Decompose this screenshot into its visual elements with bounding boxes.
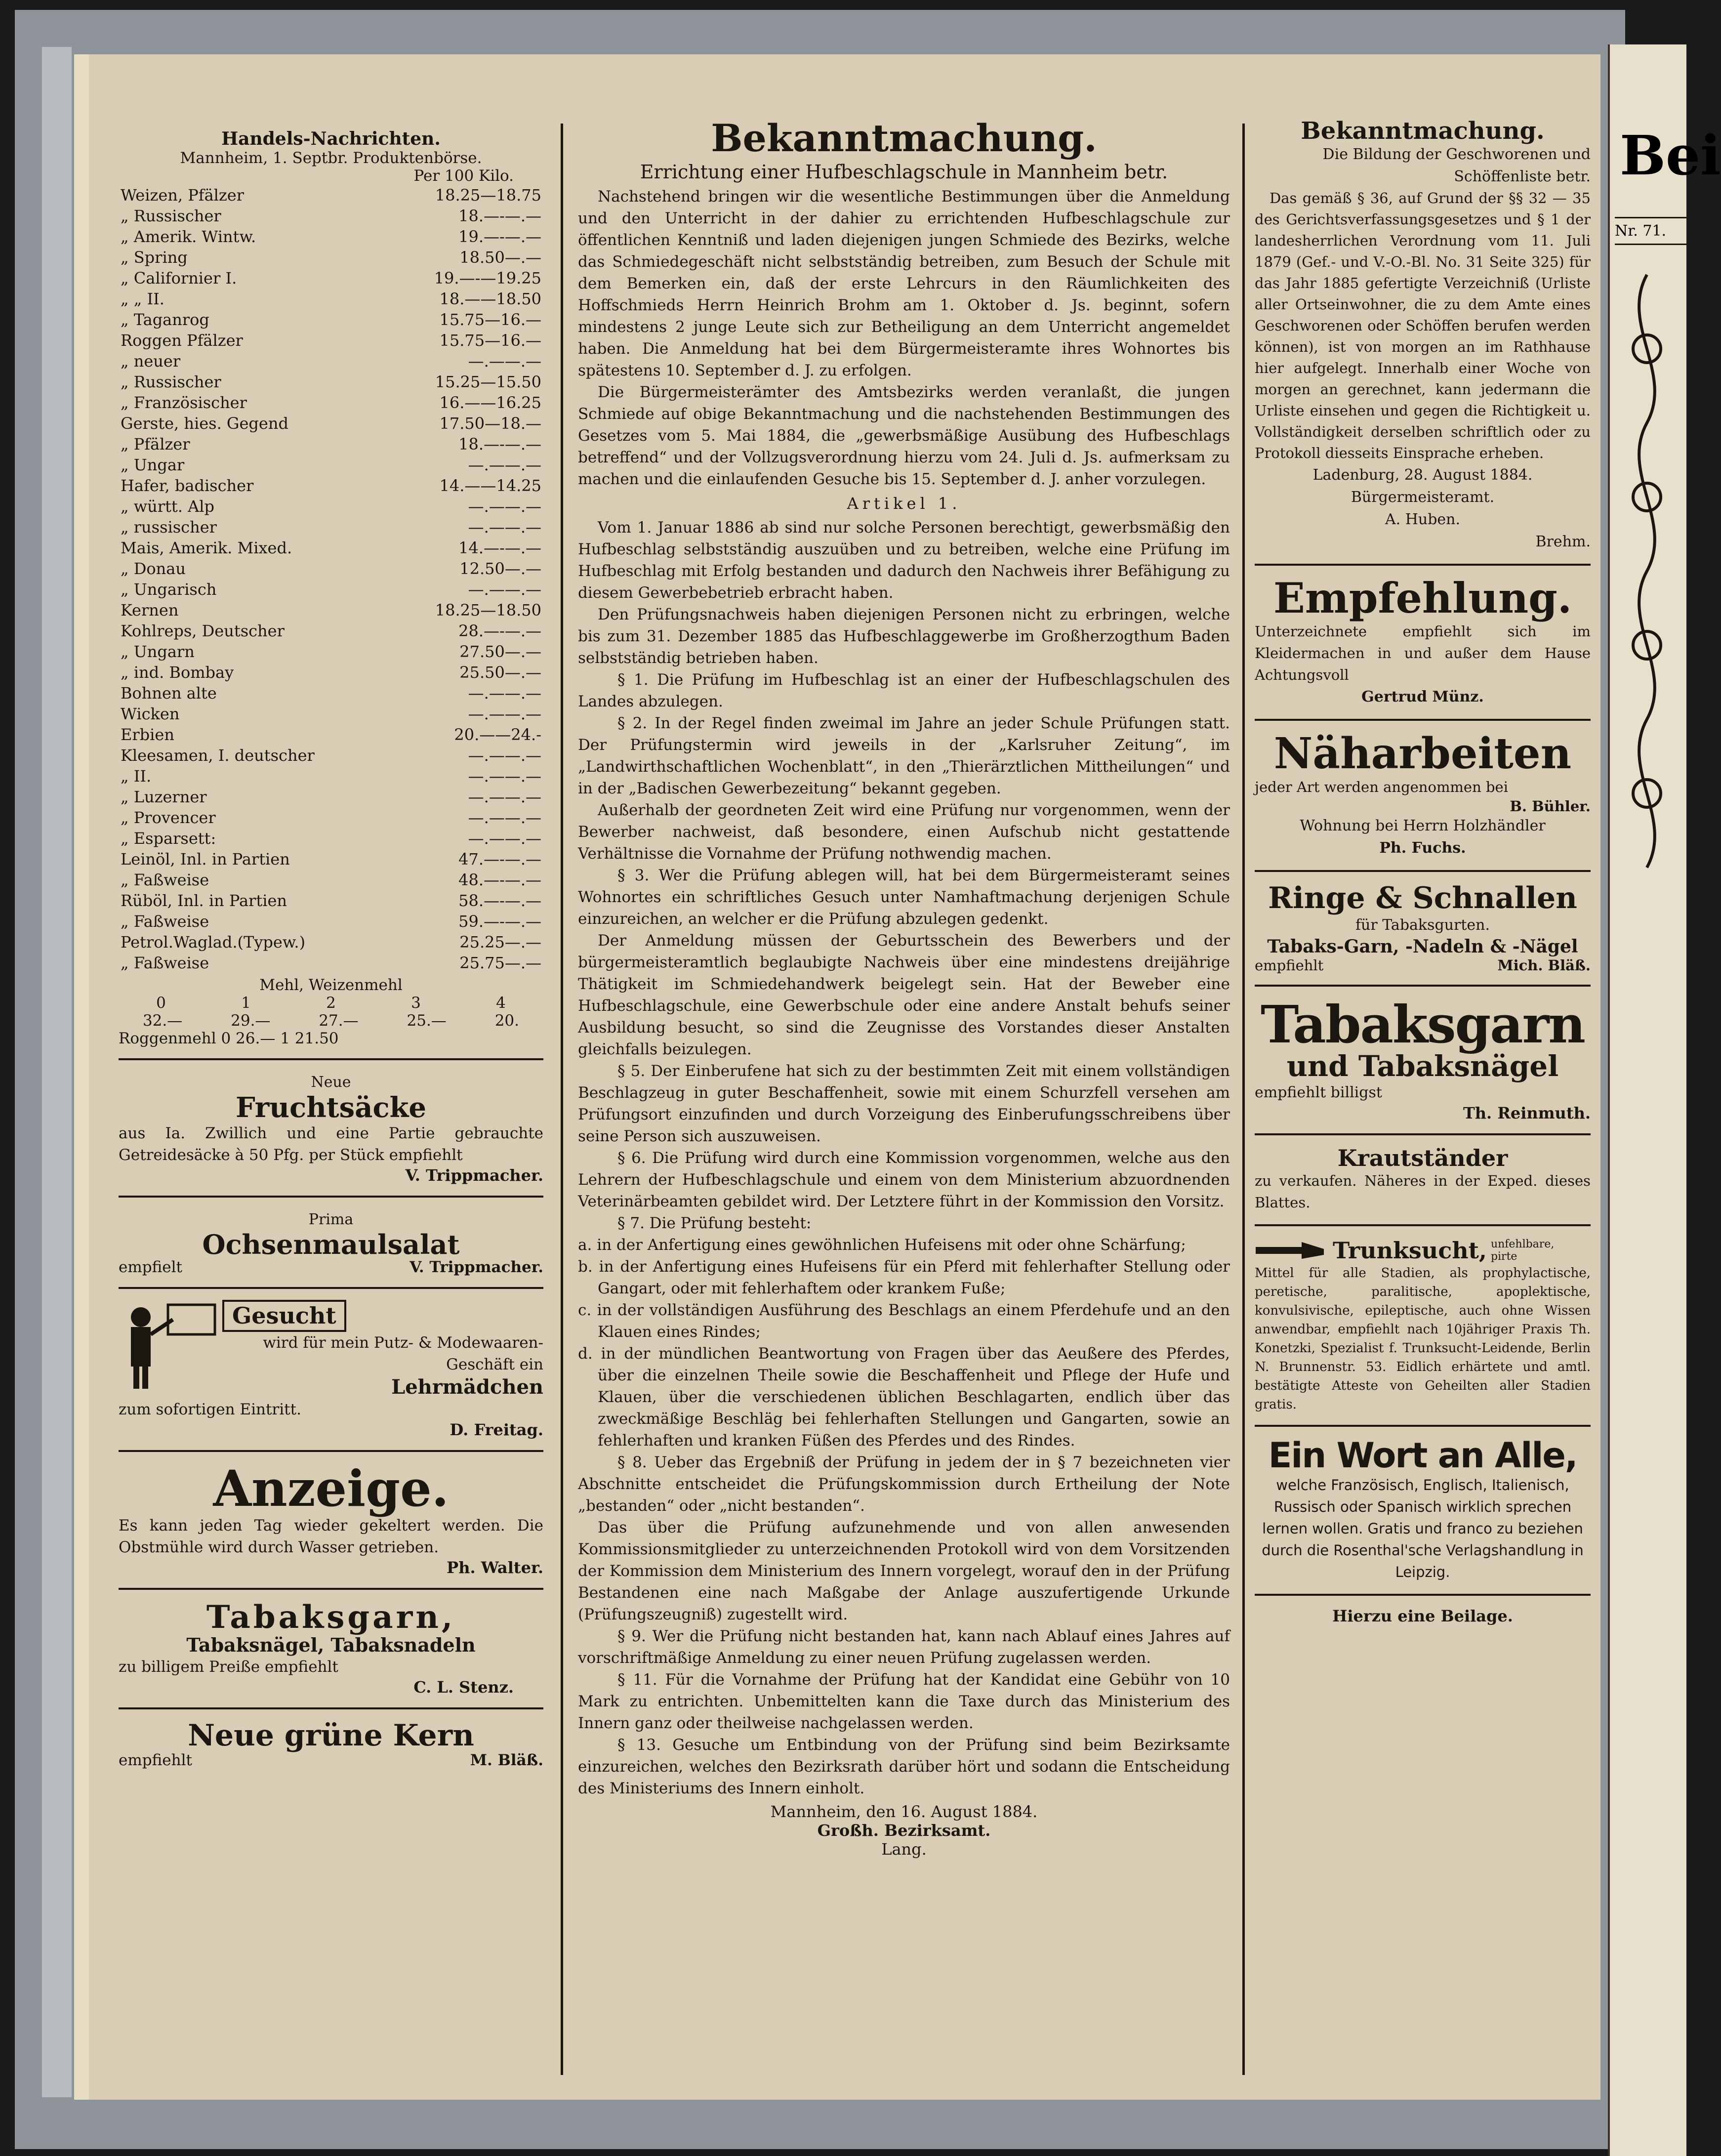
commodity-name: „ Californier I. xyxy=(121,269,237,288)
ad-kern-footer xyxy=(119,1751,543,1769)
commodity-price: 18.—-—.— xyxy=(458,207,541,225)
commodity-price: 18.50—.— xyxy=(459,248,541,267)
divider xyxy=(1255,985,1591,987)
ad-gesucht-sign: Gesucht xyxy=(222,1300,346,1331)
price-row xyxy=(119,330,543,351)
commodity-name: Hafer, badischer xyxy=(121,476,254,495)
price-row xyxy=(119,309,543,330)
commodity-name: „ Taganrog xyxy=(121,310,209,329)
ad-ochsen-left: empfielt xyxy=(119,1258,182,1277)
notice-article: Artikel 1. xyxy=(847,494,961,513)
jury-office: Bürgermeisteramt. xyxy=(1351,489,1495,506)
notice-p16: § 11. Für die Vornahme der Prüfung hat der Kandidat eine Gebühr von 10 Mark zu entrichten. Unbemittelten kann die Taxe durch das Ministerium des Innern ganz oder theilweise nachgelassen werden. xyxy=(578,1670,1230,1732)
ad-ochsen-sig: V. Trippmacher. xyxy=(410,1258,543,1277)
divider xyxy=(119,1287,543,1289)
binder-strip xyxy=(42,47,72,2097)
ad-ochsen-footer xyxy=(119,1258,543,1276)
commodity-price: —.——.— xyxy=(468,352,541,371)
ad-empfehlung-title: Empfehlung. xyxy=(1273,574,1572,623)
notice-p12: § 7. Die Prüfung besteht: xyxy=(617,1214,812,1232)
price-row xyxy=(119,704,543,724)
ad-naeharbeiten-text: jeder Art werden angenommen bei xyxy=(1255,778,1508,795)
notice-p15: § 9. Wer die Prüfung nicht bestanden hat, kann nach Ablauf eines Jahres auf vorschriftmäßige Anmeldung zu einer neuen Prüfung zugelassen werden. xyxy=(578,1627,1230,1667)
divider xyxy=(119,1588,543,1590)
divider xyxy=(1255,1133,1591,1135)
commodity-name: „ Luzerner xyxy=(121,788,207,806)
market-subheading: Mannheim, 1. Septbr. Produktenbörse. xyxy=(180,149,482,167)
price-row xyxy=(119,455,543,475)
price-row xyxy=(119,268,543,289)
commodity-price: —.——.— xyxy=(468,518,541,537)
commodity-price: 17.50—18.— xyxy=(439,414,541,433)
market-heading: Handels-Nachrichten. xyxy=(221,128,441,149)
ad-trunksucht-head xyxy=(1255,1237,1591,1264)
price-row xyxy=(119,206,543,226)
commodity-name: „ neuer xyxy=(121,352,181,371)
ad-wort-text: welche Französisch, Englisch, Italienisch, Russisch oder Spanisch wirklich sprechen lernen wollen. Gratis und franco zu beziehen durch die Rosenthal'sche Verlagshandlung in Leipzig. xyxy=(1262,1476,1584,1580)
commodity-price: 25.25—.— xyxy=(459,933,541,952)
ad-gesucht xyxy=(119,1300,543,1398)
commodity-price: 15.25—15.50 xyxy=(435,373,541,391)
commodity-price: 14.—-—.— xyxy=(458,539,541,557)
price-row xyxy=(119,787,543,807)
commodity-price: 15.75—16.— xyxy=(439,331,541,350)
notice-p13: § 8. Ueber das Ergebniß der Prüfung in jedem der in § 7 bezeichneten vier Abschnitte entscheidet die Prüfungskommission durch Ertheilung der Note „bestanden“ oder „nicht bestanden“. xyxy=(578,1453,1230,1515)
price-row xyxy=(119,807,543,828)
mehl-val: 29.— xyxy=(231,1012,271,1030)
notice-date: Mannheim, den 16. August 1884. xyxy=(770,1802,1038,1821)
notice-p2: Die Bürgermeisterämter des Amtsbezirks werden veranlaßt, die jungen Schmiede auf obige Bekanntmachung und die nachstehenden Bestimmungen des Gesetzes vom 5. Mai 1884, die „gewerbsmäßige Ausübung des Hufbeschlags betreffend“ und der Vollzugsverordnung hierzu vom 24. Juli d. Js. aufmerksam zu machen und die einlaufenden Gesuche bis 15. September d. J. anher vorzulegen. xyxy=(578,383,1230,488)
commodity-price: 58.—-—.— xyxy=(458,891,541,910)
mehl-val: 25.— xyxy=(407,1012,447,1030)
ornament-border-icon xyxy=(1610,265,1684,907)
price-row xyxy=(119,641,543,662)
left-column xyxy=(119,128,543,2080)
commodity-price: —.——.— xyxy=(468,497,541,516)
commodity-price: —.——.— xyxy=(468,808,541,827)
commodity-price: 27.50—.— xyxy=(459,642,541,661)
notice-title: Bekanntmachung. xyxy=(711,116,1097,160)
ad-fruchtsaecke-pre: Neue xyxy=(311,1074,351,1091)
notice-office: Großh. Bezirksamt. xyxy=(817,1821,991,1840)
divider xyxy=(1255,1425,1591,1427)
notice-p14: Das über die Prüfung aufzunehmende und von allen anwesenden Kommissionsmitglieder zu unterzeichnenden Protokoll wird von dem Vorsitzenden der Kommission dem Ministerium des Innern vorgelegt, worauf den in der Prüfung Bestandenen eine nach Maßgabe der Anlage auszufertigende Urkunde (Prüfungszeugniß) zugestellt wird. xyxy=(578,1518,1230,1623)
commodity-name: Kleesamen, I. deutscher xyxy=(121,746,315,765)
commodity-name: „ Ungar xyxy=(121,456,185,474)
notice-p4: Den Prüfungsnachweis haben diejenigen Personen nicht zu erbringen, welche bis zum 31. Dezember 1885 das Hufbeschlaggewerbe im Großherzogthum Baden selbstständig betrieben haben. xyxy=(578,605,1230,667)
commodity-price: —.——.— xyxy=(468,456,541,474)
price-row xyxy=(119,517,543,538)
divider xyxy=(1255,564,1591,566)
commodity-price: —.——.— xyxy=(468,746,541,765)
commodity-name: Mais, Amerik. Mixed. xyxy=(121,539,292,557)
ad-anzeige-title: Anzeige. xyxy=(213,1459,449,1518)
ad-tabaksgarn2-sub: und Tabaksnägel xyxy=(1286,1049,1559,1083)
mehl-num: 4 xyxy=(496,994,506,1012)
mehl-val: 27.— xyxy=(319,1012,359,1030)
commodity-name: „ württ. Alp xyxy=(121,497,214,516)
column-rule-left xyxy=(561,124,563,2075)
ad-naeharbeiten-sig2: Ph. Fuchs. xyxy=(1379,839,1466,857)
commodity-price: 16.——16.25 xyxy=(439,393,541,412)
ad-empfehlung-sig: Gertrud Münz. xyxy=(1361,688,1484,705)
ad-wort-title: Ein Wort an Alle, xyxy=(1268,1435,1577,1476)
ad-gesucht-text1: wird für mein Putz- & Modewaaren-Geschäft ein xyxy=(263,1333,543,1373)
mehl-val: 32.— xyxy=(142,1012,183,1030)
commodity-name: Rüböl, Inl. in Partien xyxy=(121,891,287,910)
commodity-name: Kernen xyxy=(121,601,179,620)
commodity-name: „ Esparsett: xyxy=(121,829,216,848)
commodity-name: Kohlreps, Deutscher xyxy=(121,622,285,640)
commodity-price: —.——.— xyxy=(468,684,541,703)
price-row xyxy=(119,683,543,704)
ad-naeharbeiten-sig: B. Bühler. xyxy=(1510,797,1591,815)
price-row xyxy=(119,621,543,641)
ad-ringe-sub: für Tabaksgurten. xyxy=(1355,916,1490,934)
commodity-name: „ russischer xyxy=(121,518,217,537)
commodity-price: 19.—-—.— xyxy=(458,227,541,246)
ad-tabaksgarn2-sig: Th. Reinmuth. xyxy=(1463,1103,1591,1122)
price-row xyxy=(119,434,543,455)
commodity-price: —.——.— xyxy=(468,788,541,806)
commodity-price: —.——.— xyxy=(468,580,541,599)
divider xyxy=(119,1196,543,1198)
commodity-name: „ Provencer xyxy=(121,808,216,827)
price-row xyxy=(119,475,543,496)
ad-ringe-sub2: Tabaks-Garn, -Nadeln & -Nägel xyxy=(1267,936,1578,957)
notice-p7: Außerhalb der geordneten Zeit wird eine Prüfung nur vorgenommen, wenn der Bewerber nachweist, daß besondere, einen Aufschub nicht gestattende Verhältnisse die Vornahme der Prüfung nothwendig machen. xyxy=(578,801,1230,863)
notice-name: Lang. xyxy=(881,1839,927,1859)
divider xyxy=(1255,1224,1591,1226)
commodity-name: „ Amerik. Wintw. xyxy=(121,227,256,246)
commodity-price: 48.—-—.— xyxy=(458,871,541,889)
commodity-name: „ Spring xyxy=(121,248,188,267)
commodity-name: „ Russischer xyxy=(121,207,221,225)
mehl-num: 0 xyxy=(156,994,166,1012)
jury-sig2: Brehm. xyxy=(1535,533,1591,551)
price-row xyxy=(119,185,543,206)
price-row xyxy=(119,911,543,932)
mehl-heading: Mehl, Weizenmehl xyxy=(259,976,403,994)
notice-subtitle: Errichtung einer Hufbeschlagschule in Mannheim betr. xyxy=(640,161,1168,183)
ad-ringe-footer xyxy=(1255,957,1591,974)
column-rule-right xyxy=(1242,124,1245,2075)
market-unit: Per 100 Kilo. xyxy=(413,167,514,185)
notice-item-b: b. in der Anfertigung eines Hufeisens für ein Pferd mit fehlerhafter Stellung oder Gangart, oder mit fehlerhaftem oder krankem Fuße; xyxy=(578,1257,1230,1297)
ad-trunksucht-title: Trunksucht, xyxy=(1333,1237,1487,1264)
price-row xyxy=(119,600,543,621)
notice-p17: § 13. Gesuche um Entbindung von der Prüfung sind beim Bezirksamte einzureichen, welches den Bezirksrath darüber hört und sodann die Entscheidung des Ministeriums des Innern einholt. xyxy=(578,1736,1230,1797)
ad-kraut-title: Krautständer xyxy=(1337,1144,1508,1171)
notice-p3: Vom 1. Januar 1886 ab sind nur solche Personen berechtigt, gewerbsmäßig den Hufbeschlag selbstständig auszuüben und zu betreiben, welche eine Prüfung im Hufbeschlag mit Erfolg bestanden und dadurch den Nachweis ihrer Befähigung zu diesem Gewerbebetrieb erbracht haben. xyxy=(578,518,1230,602)
jury-name: A. Huben. xyxy=(1385,511,1461,529)
divider xyxy=(1255,719,1591,721)
commodity-price: —.——.— xyxy=(468,767,541,786)
commodity-price: —.——.— xyxy=(468,829,541,848)
commodity-price: 18.25—18.75 xyxy=(435,186,541,205)
price-row xyxy=(119,828,543,849)
ad-kern-sig: M. Bläß. xyxy=(470,1751,543,1769)
commodity-price: 25.50—.— xyxy=(459,663,541,682)
notice-item-a: a. in der Anfertigung eines gewöhnlichen Hufeisens mit oder ohne Schärfung; xyxy=(578,1236,1186,1254)
price-row xyxy=(119,953,543,973)
commodity-price: 25.75—.— xyxy=(459,954,541,972)
mehl-num: 2 xyxy=(326,994,336,1012)
ad-kern-title: Neue grüne Kern xyxy=(188,1718,474,1753)
notice-p6: § 2. In der Regel finden zweimal im Jahre an jeder Schule Prüfungen statt. Der Prüfungstermin wird jeweils in der „Karlsruher Zeitung“, im „Landwirthschaftlichen Wochenblatt“, in den „Thierärztlichen Mittheilungen“ und in der „Badischen Gewerbezeitung“ bekannt gegeben. xyxy=(578,714,1230,797)
ad-tabaksgarn-title: Tabaksgarn, xyxy=(206,1598,456,1636)
roggenmehl-line: Roggenmehl 0 26.— 1 21.50 xyxy=(119,1030,339,1047)
ad-fruchtsaecke-title: Fruchtsäcke xyxy=(235,1091,426,1124)
commodity-price: 47.—-—.— xyxy=(458,850,541,869)
gesucht-figure-icon xyxy=(119,1300,217,1394)
ad-tabaksgarn-text: zu billigem Preiße empfiehlt xyxy=(119,1658,338,1676)
price-row xyxy=(119,558,543,579)
price-row xyxy=(119,247,543,268)
newspaper-page xyxy=(89,54,1600,2100)
notice-p10: § 5. Der Einberufene hat sich zu der bestimmten Zeit mit einem vollständigen Beschlagzeug in guter Beschaffenheit, sowie mit einem Schurzfell versehen am Prüfungsort einzufinden und durch Vorzeigung des Einberufungsschreibens über seine Person sich auszuweisen. xyxy=(578,1062,1230,1145)
ad-gesucht-sig: D. Freitag. xyxy=(450,1420,543,1439)
mehl-values xyxy=(119,1012,543,1030)
jury-text: Das gemäß § 36, auf Grund der §§ 32 — 35 des Gerichtsverfassungsgesetzes und § 1 der landesherrlichen Verordnung vom 11. Juli 1879 (Gef.- und V.-O.-Bl. No. 31 Seite 325) für das Jahr 1885 gefertigte Verzeichniß (Urliste aller Ortseinwohner, die zu dem Amte eines Geschworenen oder Schöffen berufen werden können), ist von morgen an im Rathhause hier aufgelegt. Innerhalb einer Woche von morgen an gerechnet, kann jedermann die Urliste einsehen und gegen die Richtigkeit u. Vollständigkeit derselben schriftlich oder zu Protokoll diesseits Einsprache erheben. xyxy=(1255,190,1591,462)
ad-anzeige-text: Es kann jeden Tag wieder gekeltert werden. Die Obstmühle wird durch Wasser getrieben. xyxy=(119,1516,543,1556)
commodity-price: 18.——18.50 xyxy=(439,290,541,308)
footer-beilage: Hierzu eine Beilage. xyxy=(1332,1606,1513,1625)
price-row xyxy=(119,890,543,911)
ad-trunksucht-side: unfehlbare, pirte xyxy=(1490,1238,1555,1263)
ad-ringe-title: Ringe & Schnallen xyxy=(1268,880,1577,915)
divider xyxy=(119,1450,543,1452)
ad-tabaksgarn2-title: Tabaksgarn xyxy=(1260,994,1585,1055)
price-row xyxy=(119,662,543,683)
commodity-name: Petrol.Waglad.(Typew.) xyxy=(121,933,306,952)
commodity-name: „ Ungarisch xyxy=(121,580,217,599)
divider xyxy=(119,1707,543,1709)
commodity-name: „ ind. Bombay xyxy=(121,663,234,682)
ad-fruchtsaecke-sig: V. Trippmacher. xyxy=(405,1165,543,1185)
price-row xyxy=(119,766,543,787)
commodity-price: 14.——14.25 xyxy=(439,476,541,495)
commodity-name: Erbien xyxy=(121,725,174,744)
commodity-price: 18.—-—.— xyxy=(458,435,541,454)
ad-anzeige-sig: Ph. Walter. xyxy=(447,1558,543,1577)
commodity-name: „ Russischer xyxy=(121,373,221,391)
ad-empfehlung-text: Unterzeichnete empfiehlt sich im Kleidermachen in und außer dem Hause Achtungsvoll xyxy=(1255,622,1591,683)
commodity-name: „ Donau xyxy=(121,559,186,578)
price-row xyxy=(119,849,543,870)
ad-ochsen-title: Ochsenmaulsalat xyxy=(202,1228,460,1260)
price-row xyxy=(119,932,543,953)
price-row xyxy=(119,724,543,745)
ad-ringe-left: empfiehlt xyxy=(1255,956,1324,974)
adjacent-page xyxy=(1608,44,1721,2156)
commodity-price: 18.25—18.50 xyxy=(435,601,541,620)
price-table xyxy=(119,185,543,973)
commodity-price: 19.—-—19.25 xyxy=(434,269,541,288)
commodity-price: 20.——24.- xyxy=(454,725,541,744)
commodity-price: 15.75—16.— xyxy=(439,310,541,329)
commodity-name: „ II. xyxy=(121,767,152,786)
ad-trunksucht-text: Mittel für alle Stadien, als prophylactische, peretische, paralitische, apoplektische, konvulsivische, epileptische, auch ohne Wissen anwendbar, empfiehlt nach 10jähriger Praxis Th. Konetzki, Spezialist f. Trunksucht-Leidende, Berlin N. Brunnenstr. 53. Eidlich erhärtete und amtl. bestätigte Atteste von Geheilten aller Stadien gratis. xyxy=(1255,1266,1591,1412)
commodity-name: Roggen Pfälzer xyxy=(121,331,243,350)
adjacent-number: Nr. 71. xyxy=(1615,217,1686,245)
commodity-name: „ Faßweise xyxy=(121,912,209,931)
commodity-name: „ Französischer xyxy=(121,393,247,412)
price-row xyxy=(119,413,543,434)
ad-gesucht-text2: Lehrmädchen xyxy=(391,1375,543,1399)
divider xyxy=(119,1058,543,1060)
commodity-name: Gerste, hies. Gegend xyxy=(121,414,288,433)
ad-tabaksgarn2-text: empfiehlt billigst xyxy=(1255,1083,1382,1101)
price-row xyxy=(119,351,543,372)
notice-p9: Der Anmeldung müssen der Geburtsschein des Bewerbers und der bürgermeisteramtlich beglaubigte Nachweis über eine mindestens dreijährige Thätigkeit im Schmiedehandwerk beigelegt sein. Hat der Beweber eine Hufbeschlagschule, eine Gewerbschule oder eine andere Anstalt behufs seiner Ausbildung besucht, so sind die Zeugnisse des Vorstandes dieser Anstalten gleichfalls beizulegen. xyxy=(578,931,1230,1058)
commodity-name: „ Ungarn xyxy=(121,642,195,661)
ad-naeharbeiten-text2: Wohnung bei Herrn Holzhändler xyxy=(1300,817,1546,834)
jury-title: Bekanntmachung. xyxy=(1301,117,1545,145)
price-row xyxy=(119,372,543,392)
notice-item-c: c. in der vollständigen Ausführung des Beschlags an einem Pferdehufe und an den Klauen eines Rindes; xyxy=(578,1301,1230,1341)
divider xyxy=(1255,870,1591,872)
ad-tabaksgarn-sig: C. L. Stenz. xyxy=(413,1677,514,1697)
ad-kern-left: empfiehlt xyxy=(119,1751,192,1769)
price-row xyxy=(119,289,543,309)
divider xyxy=(1255,1594,1591,1596)
commodity-price: 59.—-—.— xyxy=(458,912,541,931)
right-column xyxy=(1255,119,1591,2070)
jury-sub: Die Bildung der Geschworenen und Schöffenliste betr. xyxy=(1322,146,1591,186)
price-row xyxy=(119,538,543,558)
commodity-name: „ „ II. xyxy=(121,290,164,308)
price-row xyxy=(119,496,543,517)
commodity-price: —.——.— xyxy=(468,705,541,723)
commodity-name: Wicken xyxy=(121,705,180,723)
commodity-price: 12.50—.— xyxy=(459,559,541,578)
ad-gesucht-text3: zum sofortigen Eintritt. xyxy=(119,1400,301,1418)
commodity-name: „ Faßweise xyxy=(121,871,209,889)
price-row xyxy=(119,745,543,766)
price-row xyxy=(119,392,543,413)
notice-p5: § 1. Die Prüfung im Hufbeschlag ist an einer der Hufbeschlagschulen des Landes abzulegen. xyxy=(578,670,1230,710)
ad-ringe-sig: Mich. Bläß. xyxy=(1497,956,1591,974)
notice-item-d: d. in der mündlichen Beantwortung von Fragen über das Aeußere des Pferdes, über die einzelnen Theile sowie die Beschaffenheit und Pflege der Hufe und Klauen, über die verschiedenen üblichen Beschlagarten, endlich über das zweckmäßige Beschläg bei fehlerhaften Stellungen und Gangarten, sowie an fehlerhaften und kranken Füßen des Pferdes und des Rindes. xyxy=(578,1344,1230,1450)
jury-date: Ladenburg, 28. August 1884. xyxy=(1312,466,1533,484)
commodity-price: 28.—-—.— xyxy=(458,622,541,640)
commodity-name: „ Pfälzer xyxy=(121,435,190,454)
ad-fruchtsaecke-text: aus Ia. Zwillich und eine Partie gebrauchte Getreidesäcke à 50 Pfg. per Stück empfiehlt xyxy=(119,1124,543,1164)
commodity-name: Leinöl, Inl. in Partien xyxy=(121,850,290,869)
commodity-name: Weizen, Pfälzer xyxy=(121,186,244,205)
ad-kraut-text: zu verkaufen. Näheres in der Exped. dieses Blattes. xyxy=(1255,1172,1591,1211)
ad-ochsen-pre: Prima xyxy=(308,1210,354,1228)
mehl-num: 3 xyxy=(411,994,421,1012)
notice-p8: § 3. Wer die Prüfung ablegen will, hat bei dem Bürgermeisteramt seines Wohnortes ein schriftliches Gesuch unter Namhaftmachung derjenigen Schule einzureichen, an welcher er die Prüfung abzulegen gedenkt. xyxy=(578,866,1230,928)
price-row xyxy=(119,579,543,600)
price-row xyxy=(119,870,543,890)
ad-naeharbeiten-title: Näharbeiten xyxy=(1273,728,1572,779)
mehl-num: 1 xyxy=(241,994,251,1012)
mehl-numbers xyxy=(119,994,543,1012)
notice-p1: Nachstehend bringen wir die wesentliche Bestimmungen über die Anmeldung und den Unterricht in der dahier zu errichtenden Hufbeschlagschule zur öffentlichen Kenntniß und laden diejenigen jungen Schmiede des Bezirks, welche das Schmiedegeschäft nicht selbstständig betreiben, zum Besuch der Schule mit dem Bemerken ein, daß der erste Lehrcurs in den Räumlichkeiten des Hoffschmieds Herrn Heinrich Brohm am 1. Oktober d. Js. beginnt, sofern mindestens 2 junge Leute sich zur Betheiligung an dem Unterricht angemeldet haben. Die Anmeldung hat bei dem Bürgermeisteramte ihres Wohnortes bis spätestens 10. September d. J. zu erfolgen. xyxy=(578,187,1230,379)
commodity-name: „ Faßweise xyxy=(121,954,209,972)
ad-tabaksgarn-sub: Tabaksnägel, Tabaksnadeln xyxy=(186,1633,476,1656)
adjacent-title: Bei xyxy=(1620,124,1721,187)
pointing-hand-icon xyxy=(1255,1238,1329,1263)
notice-p11: § 6. Die Prüfung wird durch eine Kommission vorgenommen, welche aus den Lehrern der Hufbeschlagschule und einem von dem Ministerium abzuordnenden Veterinärbeamten gebildet wird. Der Letztere führt in der Kommission den Vorsitz. xyxy=(578,1149,1230,1210)
commodity-name: Bohnen alte xyxy=(121,684,217,703)
price-row xyxy=(119,226,543,247)
mehl-val: 20. xyxy=(494,1012,519,1030)
middle-column xyxy=(578,116,1230,2070)
